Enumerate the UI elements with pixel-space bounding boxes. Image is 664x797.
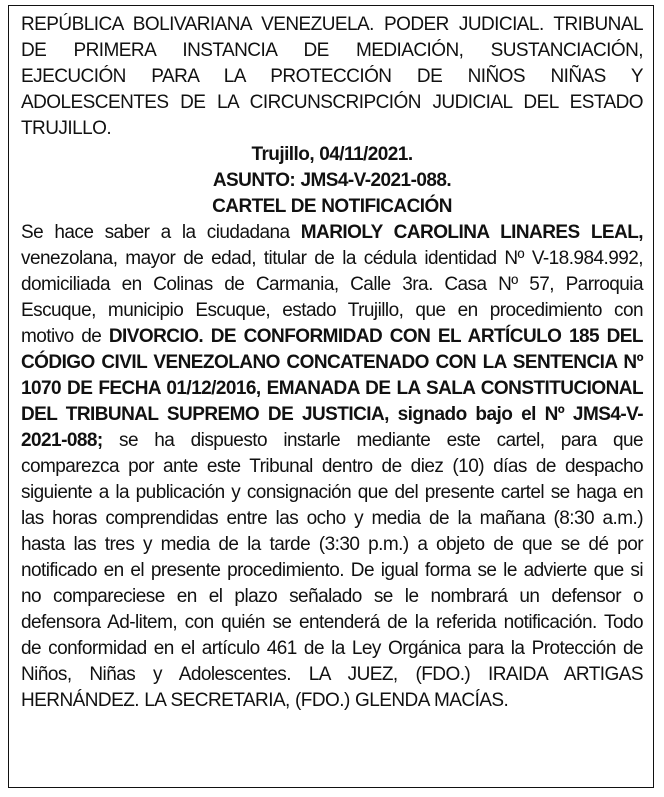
notice-body bbox=[21, 220, 643, 714]
legal-basis: DIVORCIO. DE CONFORMIDAD CON EL ARTÍCULO 185 DEL CÓDIGO CIVIL VENEZOLANO CONCATENADO CON LA SENTENCIA Nº 1070 DE FECHA 01/12/2016, EMANADA DE LA SALA CONSTITUCIONAL DEL TRIBUNAL SUPREMO DE JUSTICIA, signado bajo el Nº JMS4-V-2021-088; bbox=[21, 326, 643, 451]
place-date: Trujillo, 04/11/2021. bbox=[251, 144, 413, 165]
body-instructions: se ha dispuesto instarle mediante este cartel, para que comparezca por ante este Tribunal dentro de diez (10) días de despacho siguiente a la publicación y consignación que del presente cartel se haga en las horas comprendidas entre las ocho y media de la mañana (8:30 a.m.) hasta las tres y media de la tarde (3:30 p.m.) a objeto de que se dé por notificado en el presente procedimiento. De igual forma se le advierte que si no compareciese en el plazo señalado se le nombrará un defensor o defensora Ad-litem, con quién se entenderá de la referida notificación. Todo de conformidad en el artículo 461 de la Ley Orgánica para la Protección de Niños, Niñas y Adolescentes. LA JUEZ, (FDO.) IRAIDA ARTIGAS HERNÁNDEZ. LA SECRETARIA, (FDO.) GLENDA MACÍAS. bbox=[21, 430, 643, 711]
citizen-name: MARIOLY CAROLINA LINARES LEAL, bbox=[300, 222, 643, 243]
case-subject: ASUNTO: JMS4-V-2021-088. bbox=[212, 170, 452, 191]
court-header: REPÚBLICA BOLIVARIANA VENEZUELA. PODER JUDICIAL. TRIBUNAL DE PRIMERA INSTANCIA DE MEDIACIÓN, SUSTANCIACIÓN, EJECUCIÓN PARA LA PROTECCIÓN DE NIÑOS NIÑAS Y ADOLESCENTES DE LA CIRCUNSCRIPCIÓN JUDICIAL DEL ESTADO TRUJILLO. bbox=[21, 14, 643, 139]
court-notice bbox=[8, 5, 654, 788]
notice-title: CARTEL DE NOTIFICACIÓN bbox=[212, 196, 452, 217]
body-intro: Se hace saber a la ciudadana bbox=[21, 222, 301, 243]
body-details: venezolana, mayor de edad, titular de la cédula identidad Nº V-18.984.992, domiciliada en Colinas de Carmania, Calle 3ra. Casa Nº 57, Parroquia Escuque, municipio Escuque, estado Trujillo, que en procedimiento con motivo de bbox=[21, 248, 643, 347]
